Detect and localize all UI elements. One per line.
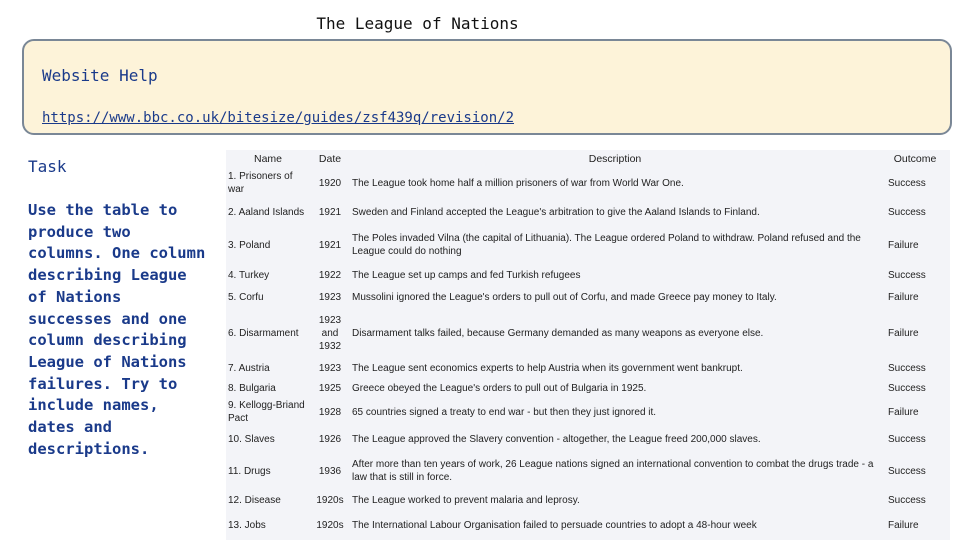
- table-row: [226, 308, 950, 358]
- event-date: 1922: [318, 269, 342, 281]
- table-row: [226, 168, 950, 198]
- table-header-row: [226, 150, 950, 168]
- event-outcome: Success: [888, 433, 926, 445]
- website-help-box: [22, 39, 952, 135]
- event-name: 13. Jobs: [228, 519, 266, 531]
- event-description: The League set up camps and fed Turkish refugees: [352, 269, 581, 281]
- event-date: 1920s: [316, 519, 344, 531]
- table-row: [226, 398, 950, 426]
- header-name: Name: [253, 152, 282, 165]
- event-description: Disarmament talks failed, because Germany demanded as many weapons as everyone else.: [352, 327, 764, 339]
- event-date: 1923: [318, 362, 342, 374]
- event-description: The Poles invaded Vilna (the capital of Lithuania). The League ordered Poland to withdraw. Poland refused and the League could do nothing: [352, 233, 861, 257]
- event-name: 8. Bulgaria: [228, 382, 276, 394]
- table-row: [226, 358, 950, 378]
- event-name: 5. Corfu: [228, 291, 264, 303]
- header-description: Description: [588, 152, 642, 165]
- event-outcome: Success: [888, 362, 926, 374]
- task-instructions: Use the table to produce two columns. One column describing League of Nations successes and one column describing League of Nations failures. Try to include names, dates and descriptions.: [28, 201, 206, 458]
- table-row: [226, 426, 950, 452]
- event-outcome: Success: [888, 494, 926, 506]
- event-name: 3. Poland: [228, 239, 271, 251]
- event-date: 1926: [318, 433, 342, 445]
- league-events-table: [226, 150, 950, 540]
- table-row: [226, 490, 950, 510]
- table-row: [226, 264, 950, 286]
- event-description: Greece obeyed the League's orders to pull out of Bulgaria in 1925.: [352, 382, 647, 394]
- event-date: 1921: [318, 239, 342, 251]
- event-outcome: Success: [888, 269, 926, 281]
- bbc-bitesize-link[interactable]: https://www.bbc.co.uk/bitesize/guides/zsf439q/revision/2: [42, 110, 515, 126]
- event-description: The League sent economics experts to help Austria when its government went bankrupt.: [352, 362, 743, 374]
- task-title: Task: [28, 157, 67, 176]
- event-outcome: Success: [888, 206, 926, 218]
- page-title: The League of Nations: [316, 14, 519, 33]
- event-name: 9. Kellogg-Briand Pact: [228, 400, 305, 424]
- header-outcome: Outcome: [893, 152, 937, 165]
- event-name: 7. Austria: [228, 362, 270, 374]
- event-name: 1. Prisoners of war: [228, 171, 293, 195]
- event-date: 1923 and 1932: [318, 314, 342, 352]
- event-description: Mussolini ignored the League's orders to pull out of Corfu, and made Greece pay money to Italy.: [352, 291, 777, 303]
- event-date: 1923: [318, 291, 342, 303]
- table-row: [226, 452, 950, 490]
- header-date: Date: [318, 152, 342, 165]
- event-date: 1925: [318, 382, 342, 394]
- event-outcome: Failure: [888, 519, 919, 531]
- event-outcome: Failure: [888, 327, 919, 339]
- event-name: 11. Drugs: [228, 465, 271, 477]
- event-description: The League approved the Slavery convention - altogether, the League freed 200,000 slaves.: [352, 433, 761, 445]
- event-name: 12. Disease: [228, 494, 281, 506]
- table-row: [226, 226, 950, 264]
- event-date: 1920: [318, 177, 342, 189]
- event-outcome: Success: [888, 177, 926, 189]
- event-description: The League took home half a million prisoners of war from World War One.: [352, 177, 684, 189]
- event-outcome: Success: [888, 382, 926, 394]
- event-name: 4. Turkey: [228, 269, 270, 281]
- event-date: 1921: [318, 206, 342, 218]
- table-row: [226, 286, 950, 308]
- event-description: Sweden and Finland accepted the League's arbitration to give the Aaland Islands to Finland.: [352, 206, 760, 218]
- event-outcome: Failure: [888, 406, 919, 418]
- event-outcome: Failure: [888, 291, 919, 303]
- event-name: 6. Disarmament: [228, 327, 299, 339]
- event-description: The International Labour Organisation failed to persuade countries to adopt a 48-hour week: [352, 519, 757, 531]
- table-row: [226, 198, 950, 226]
- website-help-title: Website Help: [42, 66, 158, 85]
- table-row: [226, 378, 950, 398]
- event-name: 10. Slaves: [228, 433, 275, 445]
- event-date: 1920s: [316, 494, 344, 506]
- event-description: After more than ten years of work, 26 League nations signed an international convention to combat the drugs trade - a law that is still in force.: [352, 459, 874, 483]
- table-row: [226, 510, 950, 540]
- event-date: 1928: [318, 406, 342, 418]
- event-name: 2. Aaland Islands: [228, 206, 305, 218]
- event-date: 1936: [318, 465, 342, 477]
- event-description: 65 countries signed a treaty to end war - but then they just ignored it.: [352, 406, 657, 418]
- event-outcome: Failure: [888, 239, 919, 251]
- event-description: The League worked to prevent malaria and leprosy.: [352, 494, 580, 506]
- event-outcome: Success: [888, 465, 926, 477]
